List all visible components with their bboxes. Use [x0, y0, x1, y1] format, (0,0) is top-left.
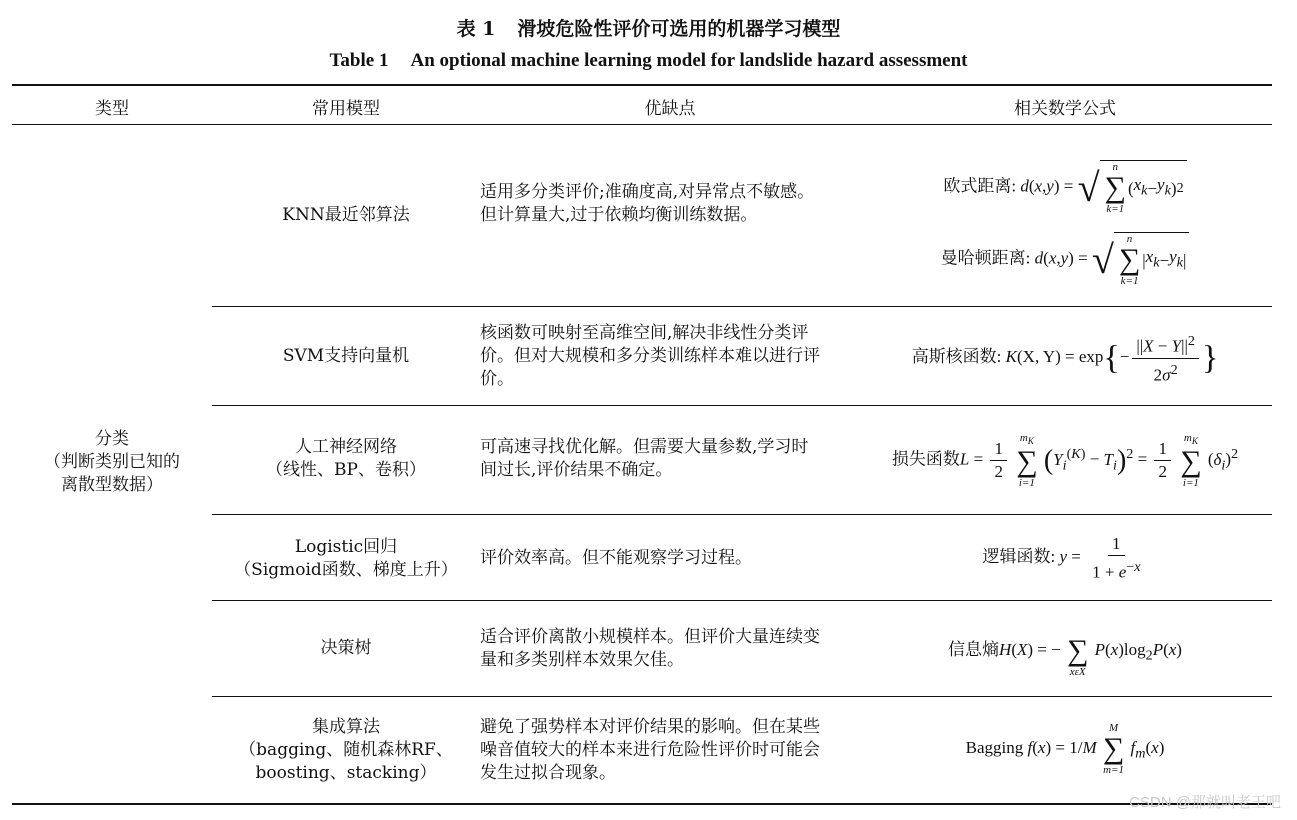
model-name: 集成算法	[312, 717, 380, 737]
pros-logistic: 评价效率高。但不能观察学习过程。	[480, 548, 752, 568]
formula-bagging: Bagging f(x) = 1/M M ∑ m=1 $f_m(x)$	[965, 722, 1165, 776]
model-knn	[212, 204, 480, 227]
pros-decision-tree: 适合评价离散小规模样本。但评价大量连续变量和多类别样本效果欠佳。	[480, 627, 820, 670]
model-name: Logistic回归	[294, 537, 398, 557]
category-name: 分类	[95, 429, 129, 449]
formula-label: 信息熵	[948, 639, 1000, 659]
formula-label: 逻辑函数:	[982, 547, 1060, 567]
watermark: CSDN @那就叫老王吧	[1129, 794, 1281, 811]
model-variants: （Sigmoid函数、梯度上升）	[234, 560, 458, 580]
formula-label: 高斯核函数:	[911, 347, 1006, 367]
table-header-rule	[12, 124, 1272, 125]
header-pros-cons: 优缺点	[644, 99, 696, 119]
table-bottom-rule	[12, 803, 1272, 805]
formula-knn-euclidean: 欧式距离: d(x,y) = √ n ∑ k=1 ( $x_k$ − $y_k$ ) 2	[860, 160, 1270, 215]
table-title-en: An optional machine learning model for landslide hazard assessment	[410, 50, 968, 71]
row-divider	[212, 600, 1272, 601]
header-model: 常用模型	[312, 99, 380, 119]
category-desc-line: 离散型数据）	[61, 475, 163, 495]
pros-svm: 核函数可映射至高维空间,解决非线性分类评价。但对大规模和多分类训练样本难以进行评价。	[480, 323, 820, 389]
formula-label: 损失函数	[891, 449, 960, 469]
row-divider	[212, 514, 1272, 515]
row-divider	[212, 306, 1272, 307]
model-name: 人工神经网络	[295, 437, 397, 457]
model-variants: boosting、stacking）	[255, 763, 437, 783]
formula-label: Bagging	[965, 737, 1028, 757]
model-svm	[212, 345, 480, 368]
table-title-zh: 滑坡危险性评价可选用的机器学习模型	[517, 18, 841, 40]
model-name: 决策树	[320, 638, 372, 658]
model-ensemble	[212, 716, 480, 785]
formula-knn-manhattan: 曼哈顿距离: d(x,y) = √ n ∑ k=1 | $x_k$ − $y_k$ |	[860, 232, 1270, 287]
category-cell	[12, 428, 212, 497]
table-caption-zh	[0, 14, 1297, 41]
table-caption-en	[0, 50, 1297, 72]
formula-svm-gaussian: 高斯核函数: K(X, Y) = exp{− $\frac{||X - Y||^2}{2\sigma^2}$ }	[860, 330, 1270, 386]
pros-knn: 适用多分类评价;准确度高,对异常点不敏感。但计算量大,过于依赖均衡训练数据。	[480, 182, 815, 225]
table-number-en: Table 1	[329, 50, 389, 71]
model-variants: （bagging、随机森林RF、	[239, 740, 453, 760]
formula-label: 曼哈顿距离:	[940, 248, 1035, 268]
row-divider	[212, 696, 1272, 697]
model-ann	[212, 436, 480, 482]
model-logistic	[212, 536, 480, 582]
pros-ensemble: 避免了强势样本对评价结果的影响。但在某些噪音值较大的样本来进行危险性评价时可能会发生过拟合现象。	[480, 717, 820, 783]
model-name: SVM支持向量机	[282, 346, 410, 366]
formula-logistic: 逻辑函数: y = $\frac{1}{1 + e^{-x}}$	[982, 534, 1141, 582]
row-divider	[212, 405, 1272, 406]
formula-ann-loss: 损失函数L = $\frac{1}{2}$ $m_K$ ∑ i=1 $(Y_i^{(K)} - T_i)^2$ = $\frac{1}{2}$ $m_K$ ∑ i=1 $(\delta_i)^2$	[891, 432, 1239, 490]
formula-label: 欧式距离:	[943, 176, 1021, 196]
formula-entropy: 信息熵H(X) = − ∑ xεX $P(x)\log_2P(x)$	[948, 634, 1182, 678]
header-type: 类型	[95, 99, 129, 119]
model-variants: （线性、BP、卷积）	[266, 460, 426, 480]
category-desc-line: （判断类别已知的	[44, 452, 180, 472]
pros-ann: 可高速寻找优化解。但需要大量参数,学习时间过长,评价结果不确定。	[480, 437, 809, 480]
table-top-rule	[12, 84, 1272, 86]
table-number-zh: 表 1	[456, 18, 496, 40]
model-name: KNN最近邻算法	[282, 205, 410, 225]
header-formula: 相关数学公式	[1014, 99, 1116, 119]
model-decision-tree	[212, 637, 480, 660]
